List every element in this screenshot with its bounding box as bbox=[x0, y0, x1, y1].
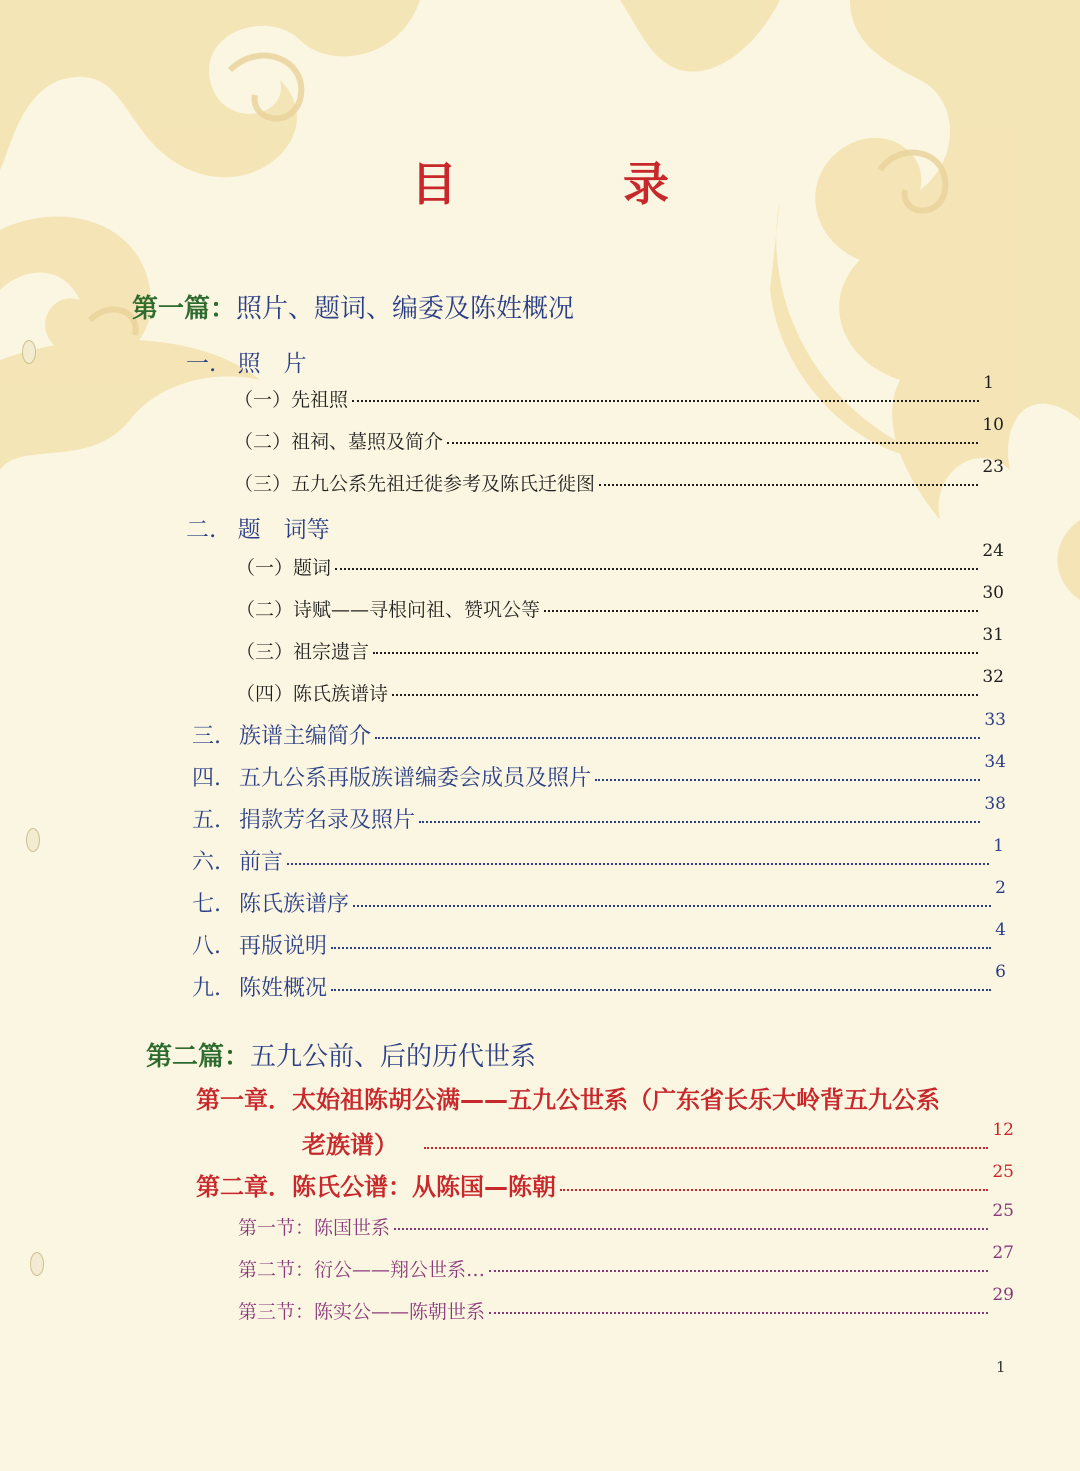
entry-page: 4 bbox=[995, 920, 1006, 940]
binding-hole bbox=[22, 340, 36, 364]
toc-entry[interactable] bbox=[192, 836, 1004, 876]
entry-title: 前言 bbox=[239, 850, 284, 875]
section-heading bbox=[186, 345, 307, 378]
entry-title: （四）陈氏族谱诗 bbox=[236, 683, 389, 705]
toc-entry[interactable] bbox=[192, 920, 1006, 960]
part-title: 五九公前、后的历代世系 bbox=[250, 1042, 537, 1072]
dot-leader bbox=[560, 1189, 988, 1191]
entry-number: 七. bbox=[192, 892, 221, 917]
dot-leader bbox=[375, 737, 980, 739]
toc-entry[interactable] bbox=[192, 710, 1006, 750]
entry-title: （三）祖宗遗言 bbox=[236, 641, 370, 663]
section-number: 一. bbox=[186, 351, 217, 377]
dot-leader bbox=[331, 989, 991, 991]
entry-page: 1 bbox=[983, 373, 994, 393]
entry-number: 五. bbox=[192, 808, 221, 833]
entry-number: 三. bbox=[192, 724, 221, 749]
entry-title: 第一节：陈国世系 bbox=[238, 1217, 391, 1239]
dot-leader bbox=[392, 694, 978, 696]
entry-title: 第三节：陈实公——陈朝世系 bbox=[238, 1301, 486, 1323]
toc-entry[interactable] bbox=[192, 878, 1006, 918]
entry-page: 33 bbox=[984, 710, 1006, 730]
entry-page: 10 bbox=[982, 415, 1004, 435]
entry-page: 27 bbox=[992, 1243, 1014, 1263]
entry-title: 第二章．陈氏公谱：从陈国—陈朝 bbox=[196, 1173, 556, 1201]
entry-page: 34 bbox=[984, 752, 1006, 772]
toc-entry[interactable] bbox=[238, 1201, 1014, 1240]
entry-title: （一）先祖照 bbox=[234, 389, 349, 411]
toc-entry[interactable] bbox=[192, 962, 1006, 1002]
entry-page: 12 bbox=[992, 1120, 1014, 1140]
toc-entry[interactable] bbox=[238, 1285, 1014, 1324]
dot-leader bbox=[419, 821, 980, 823]
dot-leader bbox=[544, 610, 978, 612]
part-label: 第二篇： bbox=[146, 1042, 251, 1072]
toc-entry[interactable] bbox=[196, 1162, 1014, 1202]
section-title: 照 片 bbox=[237, 351, 307, 377]
entry-title: （二）诗赋——寻根问祖、赞巩公等 bbox=[236, 599, 541, 621]
entry-page: 6 bbox=[995, 962, 1006, 982]
dot-leader bbox=[335, 568, 978, 570]
entry-title: （一）题词 bbox=[236, 557, 332, 579]
section-number: 二. bbox=[186, 517, 217, 543]
dot-leader bbox=[599, 484, 978, 486]
entry-title: 老族谱） bbox=[302, 1131, 398, 1159]
part-label: 第一篇： bbox=[132, 294, 237, 324]
entry-page: 2 bbox=[995, 878, 1006, 898]
dot-leader bbox=[352, 400, 979, 402]
page-title: 目 录 bbox=[411, 157, 729, 211]
entry-title: 捐款芳名录及照片 bbox=[239, 808, 416, 833]
entry-title: 陈姓概况 bbox=[239, 976, 328, 1001]
entry-page: 1 bbox=[993, 836, 1004, 856]
entry-page: 32 bbox=[982, 667, 1004, 687]
toc-entry[interactable] bbox=[236, 541, 1004, 580]
dot-leader bbox=[447, 442, 978, 444]
entry-title: 族谱主编简介 bbox=[239, 724, 372, 749]
dot-leader bbox=[394, 1228, 988, 1230]
entry-page: 25 bbox=[992, 1201, 1014, 1221]
part-heading bbox=[146, 1036, 536, 1073]
toc-entry[interactable] bbox=[234, 373, 994, 412]
part-heading bbox=[132, 288, 574, 325]
dot-leader bbox=[595, 779, 980, 781]
entry-number: 九. bbox=[192, 976, 221, 1001]
chapter-title-line1: 第一章．太始祖陈胡公满——五九公世系（广东省长乐大岭背五九公系 bbox=[196, 1086, 940, 1114]
entry-title: （三）五九公系先祖迁徙参考及陈氏迁徙图 bbox=[234, 473, 596, 495]
toc-entry[interactable] bbox=[192, 752, 1006, 792]
entry-page: 30 bbox=[982, 583, 1004, 603]
toc-entry[interactable] bbox=[302, 1120, 1014, 1160]
entry-title: 再版说明 bbox=[239, 934, 328, 959]
entry-title: （二）祖祠、墓照及简介 bbox=[234, 431, 444, 453]
toc-entry[interactable] bbox=[238, 1243, 1014, 1282]
toc-entry[interactable] bbox=[234, 415, 1004, 454]
entry-title: 陈氏族谱序 bbox=[239, 892, 350, 917]
dot-leader bbox=[489, 1270, 988, 1272]
part-title: 照片、题词、编委及陈姓概况 bbox=[236, 294, 575, 324]
entry-page: 38 bbox=[984, 794, 1006, 814]
entry-title: 第二节：衍公——翔公世系… bbox=[238, 1259, 486, 1281]
toc-entry[interactable] bbox=[236, 625, 1004, 664]
entry-page: 24 bbox=[982, 541, 1004, 561]
dot-leader bbox=[489, 1312, 988, 1314]
entry-page: 31 bbox=[982, 625, 1004, 645]
binding-hole bbox=[26, 828, 40, 852]
dot-leader bbox=[424, 1147, 988, 1149]
dot-leader bbox=[353, 905, 991, 907]
dot-leader bbox=[287, 863, 989, 865]
dot-leader bbox=[373, 652, 978, 654]
page-number: 1 bbox=[996, 1358, 1006, 1376]
dot-leader bbox=[331, 947, 991, 949]
entry-title: 五九公系再版族谱编委会成员及照片 bbox=[239, 766, 592, 791]
toc-entry[interactable] bbox=[234, 457, 1004, 496]
section-title: 题 词等 bbox=[237, 517, 330, 543]
entry-number: 四. bbox=[192, 766, 221, 791]
section-heading bbox=[186, 511, 330, 544]
entry-page: 25 bbox=[992, 1162, 1014, 1182]
toc-entry[interactable] bbox=[236, 583, 1004, 622]
toc-entry[interactable] bbox=[236, 667, 1004, 706]
entry-number: 八. bbox=[192, 934, 221, 959]
entry-number: 六. bbox=[192, 850, 221, 875]
entry-page: 29 bbox=[992, 1285, 1014, 1305]
toc-entry[interactable] bbox=[192, 794, 1006, 834]
binding-hole bbox=[30, 1252, 44, 1276]
entry-page: 23 bbox=[982, 457, 1004, 477]
